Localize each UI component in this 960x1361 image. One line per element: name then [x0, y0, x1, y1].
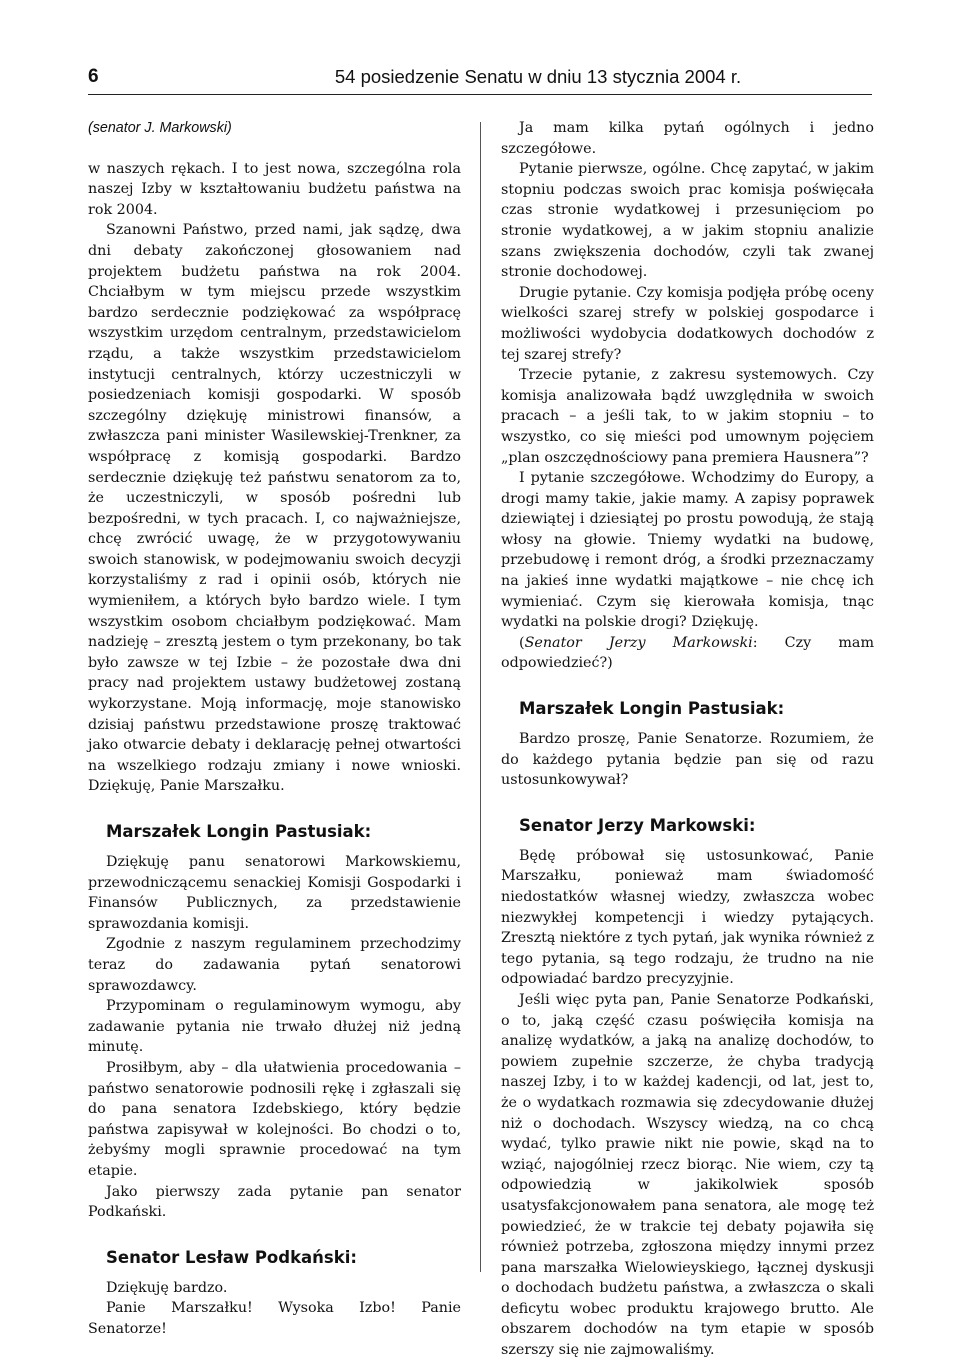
- paragraph: Przypominam o regulaminowym wymogu, aby zadawanie pytania nie trwało dłużej niż jedną minutę.: [88, 998, 461, 1056]
- right-column: [501, 118, 874, 1361]
- speaker-heading: Senator Lesław Podkański:: [106, 1247, 357, 1267]
- speaker-heading: Marszałek Longin Pastusiak:: [519, 699, 785, 719]
- paragraph: Będę próbował się ustosunkować, Panie Marszałku, ponieważ mam świadomość niedostatków własnej wiedzy, zwłaszcza wobec niezwykłej kompetencji i wiedzy pytających. Zresztą niektóre z tych pytań, jak wynika również z tego pytania, są tego rodzaju, że trudno na nie odpowiadać bardzo precyzyjnie.: [501, 847, 874, 988]
- paragraph: Ja mam kilka pytań ogólnych i jedno szczegółowe.: [501, 120, 874, 157]
- paragraph: Jako pierwszy zada pytanie pan senator Podkański.: [88, 1183, 461, 1221]
- running-title: 54 posiedzenie Senatu w dniu 13 stycznia 2004 r.: [334, 66, 742, 87]
- left-column: [88, 118, 461, 1339]
- paragraph: Trzecie pytanie, z zakresu systemowych. Czy komisja analizowała bądź uwzględniła w swoich pracach – a jeśli tak, to w jakim stopniu – to wszystko, co się mieści pod umownym pojęciem „plan oszczędnościowy pana premiera Hausnera”?: [501, 367, 874, 466]
- paragraph: Jeśli więc pyta pan, Panie Senatorze Podkański, o to, jaką część czasu poświęciła komisja na analizę wydatków, a jaką na analizę dochodów, to powiem zupełnie szczerze, że chyba tradycją naszej Izby, i to w każdej kadencji, od lat, jest to, że o wydatkach rozmawia się zdecydowanie dłużej niż o dochodach. Wszyscy wiedzą, na co chcą wydać, tylko prawie nikt nie powie, skąd na to wziąć, najogólniej rzecz biorąc. Nie wiem, czy tą odpowiedzią w jakikolwiek sposób usatysfakcjonowałem pana senatora, ale mogę też powiedzieć, że w trakcie tej debaty pojawiła się również potrzeba, zgłoszona między innymi przez pana marszałka Wielowieyskiego, łącznej dyskusji o dochodach budżetu państwa, a zwłaszcza o skali deficytu wobec produktu krajowego brutto. Ale obszarem dochodów na tym etapie w sposób szerszy się nie zajmowaliśmy.: [501, 991, 874, 1359]
- speaker-heading: Marszałek Longin Pastusiak:: [106, 822, 372, 841]
- paragraph: Szanowni Państwo, przed nami, jak sądzę, dwa dni debaty zakończonej głosowaniem nad projektem budżetu państwa na rok 2004. Chciałbym w tym miejscu przede wszystkim bardzo serdecznie podziękować za współpracę wszystkim urzędom centralnym, przedstawicielom rządu, a także wszystkim przedstawicielom instytucji centralnych, którzy uczestniczyli w posiedzeniach komisji gospodarki. W sposób szczególny dziękuję ministrowi finansów, a zwłaszcza pani minister Wasilewskiej-Trenkner, za współpracę z komisją gospodarki. Bardzo serdecznie dziękuję też państwu senatorom za to, że uczestniczyli, w sposób pośredni lub bezpośredni, w tych pracach. I, co najważniejsze, chcę zwrócić uwagę, że w przygotowywaniu swoich stanowisk, w podejmowaniu swoich decyzji korzystaliśmy z rad i opinii osób, których nie wymieniłem, a których było bardzo wiele. I tym wszystkim osobom chciałbym podziękować. Mam nadzieję – zresztą jestem o tym przekonany, bo tak było zawsze w tej Izbie – że pozostałe dwa dni pracy nad projektem ustawy budżetowej zostaną wykorzystane. Moją informację, moje stanowisko dzisiaj państwu przedstawione proszę traktować jako otwarcie debaty i deklarację pełnej otwartości na wszelkiego rodzaju zmiany i nowe wnioski. Dziękuję, Panie Marszałku.: [88, 222, 461, 795]
- interjection: [501, 633, 874, 674]
- paragraph: Dziękuję panu senatorowi Markowskiemu, przewodniczącemu senackiej Komisji Gospodarki i Finansów Publicznych, za przedstawienie sprawozdania komisji.: [88, 854, 461, 932]
- speaker-note: (senator J. Markowski): [88, 120, 232, 136]
- paragraph: Panie Marszałku! Wysoka Izbo! Panie Senatorze!: [88, 1300, 461, 1337]
- paragraph: Zgodnie z naszym regulaminem przechodzimy teraz do zadawania pytań senatorowi sprawozdawcy.: [88, 936, 461, 994]
- paragraph: Bardzo proszę, Panie Senatorze. Rozumiem, że do każdego pytania będzie pan się od razu ustosunkowywał?: [501, 731, 874, 789]
- paragraph: Pytanie pierwsze, ogólne. Chcę zapytać, w jakim stopniu podczas swoich prac komisja poświęcała czas stronie wydatkowej i przesunięciom po stronie wydatkowej, a w jakim stopniu analizie szans zwiększenia dochodów, czyli tak zwanej stronie dochodowej.: [501, 161, 874, 281]
- paragraph: Drugie pytanie. Czy komisja podjęła próbę oceny wielkości szarej strefy w polskiej gospodarce i możliwości wydobycia dodatkowych dochodów z tej szarej strefy?: [501, 284, 875, 363]
- interjection-text: : Czy mam odpowiedzieć?): [501, 634, 874, 672]
- header-rule: [88, 94, 872, 95]
- paragraph: w naszych rękach. I to jest nowa, szczególna rola naszej Izby w kształtowaniu budżetu państwa na rok 2004.: [88, 160, 461, 218]
- page-header: [88, 60, 872, 100]
- column-divider: [480, 122, 481, 1272]
- paragraph: I pytanie szczegółowe. Wchodzimy do Europy, a drogi mamy takie, jakie mamy. A zapisy poprawek dziewiątej i dziesiątej po prostu powodują, że stają włosy na głowie. Tniemy wydatki na budowę, przebudowę i remont dróg, a środki przeznaczamy na jakieś inne wydatki majątkowe – nie chcę ich wymieniać. Czym się kierowała komisja, tnąc wydatki na polskie drogi? Dziękuję.: [501, 470, 874, 631]
- interjection-open: (: [519, 634, 525, 651]
- speaker-heading: Senator Jerzy Markowski:: [519, 815, 756, 835]
- interjection-speaker: Senator Jerzy Markowski: [524, 634, 753, 651]
- paragraph: Dziękuję bardzo.: [106, 1279, 228, 1296]
- page-number: 6: [88, 66, 99, 87]
- paragraph: Prosiłbym, aby – dla ułatwienia procedowania – państwo senatorowie podnosili rękę i zgłaszali się do pana senatora Izdebskiego, który będzie państwa zapisywał w kolejności. Bo chodzi o to, żebyśmy mogli sprawnie procedować na tym etapie.: [88, 1059, 461, 1179]
